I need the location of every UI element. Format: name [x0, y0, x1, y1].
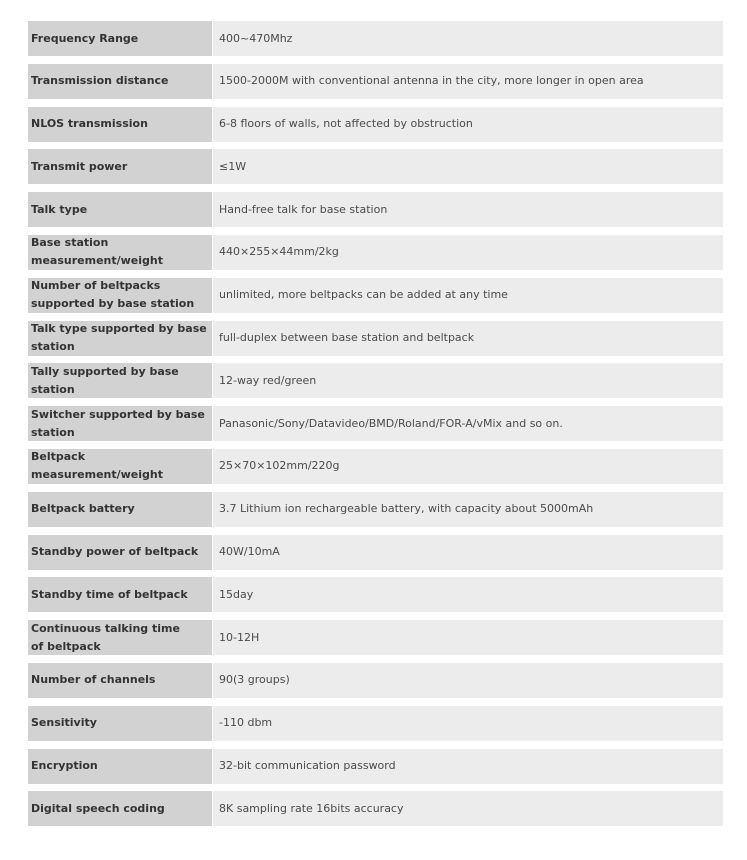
- spec-row: [28, 663, 723, 698]
- spec-value: unlimited, more beltpacks can be added at any time: [213, 278, 723, 313]
- spec-value: 3.7 Lithium ion rechargeable battery, with capacity about 5000mAh: [213, 492, 723, 527]
- spec-value: 1500-2000M with conventional antenna in the city, more longer in open area: [213, 64, 723, 99]
- spec-label: Digital speech coding: [28, 791, 212, 826]
- spec-row: [28, 749, 723, 784]
- spec-row: [28, 449, 723, 484]
- spec-label: NLOS transmission: [28, 107, 212, 142]
- spec-row: [28, 791, 723, 826]
- spec-row: [28, 406, 723, 441]
- spec-label: Transmit power: [28, 149, 212, 184]
- spec-value: ≤1W: [213, 149, 723, 184]
- spec-row: [28, 620, 723, 655]
- spec-row: [28, 107, 723, 142]
- spec-label: Transmission distance: [28, 64, 212, 99]
- spec-label: Talk type supported by base station: [28, 321, 212, 356]
- spec-table: [28, 21, 723, 826]
- spec-value: Panasonic/Sony/Datavideo/BMD/Roland/FOR-A/vMix and so on.: [213, 406, 723, 441]
- spec-row: [28, 64, 723, 99]
- spec-row: [28, 492, 723, 527]
- spec-value: 15day: [213, 577, 723, 612]
- spec-label: Continuous talking time of beltpack: [28, 620, 212, 655]
- spec-row: [28, 192, 723, 227]
- spec-row: [28, 535, 723, 570]
- spec-label: Encryption: [28, 749, 212, 784]
- spec-row: [28, 149, 723, 184]
- spec-row: [28, 706, 723, 741]
- spec-value: 32-bit communication password: [213, 749, 723, 784]
- spec-value: full-duplex between base station and beltpack: [213, 321, 723, 356]
- spec-value: 6-8 floors of walls, not affected by obstruction: [213, 107, 723, 142]
- spec-label: Number of channels: [28, 663, 212, 698]
- spec-label: Base station measurement/weight: [28, 235, 212, 270]
- spec-value: -110 dbm: [213, 706, 723, 741]
- spec-label: Talk type: [28, 192, 212, 227]
- spec-label: Tally supported by base station: [28, 363, 212, 398]
- spec-row: [28, 321, 723, 356]
- spec-label: Standby power of beltpack: [28, 535, 212, 570]
- spec-label: Sensitivity: [28, 706, 212, 741]
- spec-row: [28, 363, 723, 398]
- spec-label: Frequency Range: [28, 21, 212, 56]
- spec-label: Switcher supported by base station: [28, 406, 212, 441]
- spec-row: [28, 577, 723, 612]
- spec-label: Beltpack battery: [28, 492, 212, 527]
- spec-row: [28, 278, 723, 313]
- spec-value: 40W/10mA: [213, 535, 723, 570]
- spec-value: 25×70×102mm/220g: [213, 449, 723, 484]
- spec-value: Hand-free talk for base station: [213, 192, 723, 227]
- spec-value: 90(3 groups): [213, 663, 723, 698]
- spec-value: 440×255×44mm/2kg: [213, 235, 723, 270]
- spec-row: [28, 21, 723, 56]
- spec-label: Number of beltpacks supported by base station: [28, 278, 212, 313]
- spec-value: 8K sampling rate 16bits accuracy: [213, 791, 723, 826]
- spec-label: Beltpack measurement/weight: [28, 449, 212, 484]
- spec-value: 400~470Mhz: [213, 21, 723, 56]
- spec-row: [28, 235, 723, 270]
- spec-value: 10-12H: [213, 620, 723, 655]
- spec-label: Standby time of beltpack: [28, 577, 212, 612]
- spec-value: 12-way red/green: [213, 363, 723, 398]
